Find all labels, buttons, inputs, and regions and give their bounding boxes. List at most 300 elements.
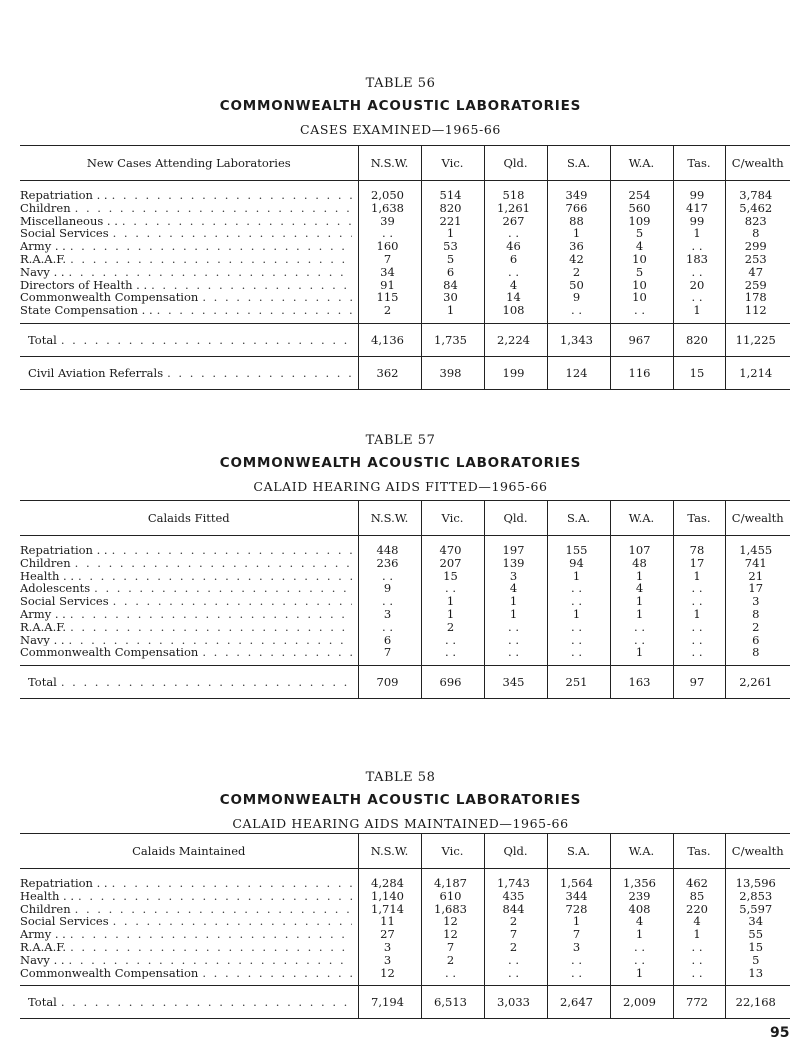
leader-dots bbox=[113, 227, 352, 240]
table-cell: . . bbox=[547, 954, 610, 967]
table-cell: 10 bbox=[610, 291, 673, 304]
column-header-state: Tas. bbox=[673, 834, 725, 869]
table-cell: 221 bbox=[421, 215, 484, 228]
row-label: R.A.A.F. bbox=[20, 940, 67, 954]
leader-dots bbox=[70, 928, 352, 941]
leader-dots bbox=[61, 334, 352, 347]
table-cell: 99 bbox=[673, 215, 725, 228]
row-label-cell bbox=[20, 890, 358, 903]
table-cell: 50 bbox=[547, 279, 610, 292]
leader-dots bbox=[202, 967, 351, 980]
table-cell: 345 bbox=[484, 666, 547, 699]
table-cell: . . bbox=[673, 967, 725, 986]
table-cell: 2,261 bbox=[725, 666, 790, 699]
table-cell: . . bbox=[673, 291, 725, 304]
table-row bbox=[20, 536, 790, 557]
table-cell: 15 bbox=[421, 570, 484, 583]
row-label-cell bbox=[20, 666, 358, 699]
row-label: R.A.A.F. bbox=[20, 620, 67, 634]
table-cell: 1 bbox=[547, 608, 610, 621]
table-cell: 88 bbox=[547, 215, 610, 228]
table-cell: 27 bbox=[358, 928, 421, 941]
table-cell: 99 bbox=[673, 181, 725, 202]
leader-dots bbox=[70, 240, 352, 253]
table-cell: 1,140 bbox=[358, 890, 421, 903]
leader-dots bbox=[75, 202, 352, 215]
table-cell: 254 bbox=[610, 181, 673, 202]
table-cell: 1 bbox=[421, 304, 484, 323]
row-label-cell bbox=[20, 869, 358, 890]
column-header-state: S.A. bbox=[547, 146, 610, 181]
leader-dots bbox=[122, 215, 352, 228]
row-label: Children bbox=[20, 902, 71, 916]
table-cell: 1 bbox=[673, 304, 725, 323]
table-cell: 2,647 bbox=[547, 986, 610, 1019]
table-row bbox=[20, 986, 790, 1019]
column-header-category: Calaids Fitted bbox=[20, 501, 358, 536]
table-cell: 34 bbox=[725, 915, 790, 928]
table-cell: . . bbox=[547, 595, 610, 608]
table-cell: . . bbox=[358, 227, 421, 240]
table-cell: 448 bbox=[358, 536, 421, 557]
table-cell: 97 bbox=[673, 666, 725, 699]
table-cell: 3,784 bbox=[725, 181, 790, 202]
table-row bbox=[20, 890, 790, 903]
table-cell: 14 bbox=[484, 291, 547, 304]
table-cell: 30 bbox=[421, 291, 484, 304]
table-cell: 4 bbox=[484, 279, 547, 292]
table-56-number: TABLE 56 bbox=[365, 76, 436, 91]
table-58-title: COMMONWEALTH ACOUSTIC LABORATORIES bbox=[219, 792, 582, 808]
table-cell: 4,187 bbox=[421, 869, 484, 890]
row-label-cell bbox=[20, 967, 358, 986]
table-cell: 94 bbox=[547, 557, 610, 570]
table-cell: 197 bbox=[484, 536, 547, 557]
table-cell: 2,009 bbox=[610, 986, 673, 1019]
row-label-cell bbox=[20, 323, 358, 356]
leader-dots bbox=[61, 676, 352, 689]
table-cell: 7,194 bbox=[358, 986, 421, 1019]
table-cell: 1 bbox=[673, 570, 725, 583]
table-row bbox=[20, 323, 790, 356]
leader-dots bbox=[112, 189, 352, 202]
row-label: Army . . bbox=[20, 240, 66, 253]
table-cell: 78 bbox=[673, 536, 725, 557]
table-cell: 6 bbox=[484, 253, 547, 266]
table-cell: 253 bbox=[725, 253, 790, 266]
table-row bbox=[20, 570, 790, 583]
table-56-title: COMMONWEALTH ACOUSTIC LABORATORIES bbox=[219, 98, 582, 114]
table-row bbox=[20, 181, 790, 202]
table-cell: 1 bbox=[673, 227, 725, 240]
table-cell: 1 bbox=[547, 227, 610, 240]
table-cell: . . bbox=[673, 595, 725, 608]
table-cell: 20 bbox=[673, 279, 725, 292]
table-cell: . . bbox=[673, 582, 725, 595]
leader-dots bbox=[113, 595, 352, 608]
table-cell: 1,714 bbox=[358, 903, 421, 916]
table-cell: 1 bbox=[484, 608, 547, 621]
row-label-cell bbox=[20, 954, 358, 967]
table-cell: . . bbox=[484, 634, 547, 647]
row-label-cell bbox=[20, 279, 358, 292]
table-cell: 21 bbox=[725, 570, 790, 583]
column-header-category: New Cases Attending Laboratories bbox=[20, 146, 358, 181]
table-cell: 48 bbox=[610, 557, 673, 570]
table-cell: 5 bbox=[610, 266, 673, 279]
table-cell: 155 bbox=[547, 536, 610, 557]
table-cell: 1,735 bbox=[421, 323, 484, 356]
row-label: Adolescents bbox=[20, 582, 91, 596]
table-cell: 408 bbox=[610, 903, 673, 916]
row-label: Repatriation . . bbox=[20, 189, 108, 202]
row-label: Army . . bbox=[20, 928, 66, 941]
table-cell: . . bbox=[358, 621, 421, 634]
table-cell: 1,343 bbox=[547, 323, 610, 356]
table-cell: 7 bbox=[484, 928, 547, 941]
table-cell: 108 bbox=[484, 304, 547, 323]
leader-dots bbox=[94, 582, 351, 595]
table-56 bbox=[20, 145, 790, 390]
table-cell: 22,168 bbox=[725, 986, 790, 1019]
table-cell: 116 bbox=[610, 356, 673, 389]
table-row bbox=[20, 227, 790, 240]
row-label: Civil Aviation Referrals bbox=[28, 366, 164, 380]
row-label: Directors of Health . . bbox=[20, 278, 148, 292]
row-label-cell bbox=[20, 240, 358, 253]
table-cell: 362 bbox=[358, 356, 421, 389]
table-row bbox=[20, 253, 790, 266]
table-cell: . . bbox=[484, 646, 547, 665]
table-cell: 3 bbox=[484, 570, 547, 583]
leader-dots bbox=[69, 266, 352, 279]
table-57-number: TABLE 57 bbox=[365, 433, 436, 448]
table-cell: 1,356 bbox=[610, 869, 673, 890]
table-cell: 518 bbox=[484, 181, 547, 202]
table-cell: . . bbox=[673, 240, 725, 253]
table-cell: 5 bbox=[725, 954, 790, 967]
table-cell: 39 bbox=[358, 215, 421, 228]
table-cell: . . bbox=[421, 967, 484, 986]
table-cell: 115 bbox=[358, 291, 421, 304]
row-label: Children bbox=[20, 556, 71, 570]
table-row bbox=[20, 941, 790, 954]
table-cell: 1 bbox=[421, 595, 484, 608]
table-cell: 1 bbox=[610, 608, 673, 621]
table-cell: . . bbox=[484, 954, 547, 967]
table-cell: 6 bbox=[725, 634, 790, 647]
column-header-state: Tas. bbox=[673, 146, 725, 181]
table-cell: . . bbox=[421, 646, 484, 665]
table-cell: 91 bbox=[358, 279, 421, 292]
table-cell: 53 bbox=[421, 240, 484, 253]
table-row bbox=[20, 608, 790, 621]
row-label-cell bbox=[20, 928, 358, 941]
table-cell: . . bbox=[421, 634, 484, 647]
table-cell: 1 bbox=[547, 915, 610, 928]
column-header-state: W.A. bbox=[610, 146, 673, 181]
table-58-subtitle: CALAID HEARING AIDS MAINTAINED—1965-66 bbox=[232, 816, 569, 831]
leader-dots bbox=[202, 646, 351, 659]
table-cell: 2 bbox=[484, 941, 547, 954]
leader-dots bbox=[70, 621, 351, 634]
table-cell: 259 bbox=[725, 279, 790, 292]
table-cell: 13,596 bbox=[725, 869, 790, 890]
table-cell: 610 bbox=[421, 890, 484, 903]
row-label: R.A.A.F. bbox=[20, 252, 67, 266]
column-header-state: C/wealth bbox=[725, 146, 790, 181]
column-header-state: Qld. bbox=[484, 146, 547, 181]
table-cell: 160 bbox=[358, 240, 421, 253]
row-label-cell bbox=[20, 608, 358, 621]
table-cell: 8 bbox=[725, 646, 790, 665]
table-cell: 139 bbox=[484, 557, 547, 570]
table-cell: . . bbox=[610, 634, 673, 647]
table-cell: 1 bbox=[421, 227, 484, 240]
leader-dots bbox=[151, 279, 351, 292]
row-label: Total bbox=[28, 995, 57, 1009]
table-row bbox=[20, 634, 790, 647]
table-cell: 728 bbox=[547, 903, 610, 916]
table-cell: 344 bbox=[547, 890, 610, 903]
leader-dots bbox=[167, 367, 351, 380]
leader-dots bbox=[69, 954, 352, 967]
header-row bbox=[20, 146, 790, 181]
table-cell: . . bbox=[358, 570, 421, 583]
column-header-state: C/wealth bbox=[725, 834, 790, 869]
leader-dots bbox=[113, 915, 352, 928]
column-header-state: Qld. bbox=[484, 501, 547, 536]
column-header-category: Calaids Maintained bbox=[20, 834, 358, 869]
table-cell: 2 bbox=[421, 621, 484, 634]
table-cell: 1 bbox=[673, 608, 725, 621]
table-cell: 299 bbox=[725, 240, 790, 253]
row-label-cell bbox=[20, 570, 358, 583]
table-cell: 1,564 bbox=[547, 869, 610, 890]
column-header-state: N.S.W. bbox=[358, 146, 421, 181]
table-56-subtitle: CASES EXAMINED—1965-66 bbox=[300, 122, 501, 137]
table-cell: . . bbox=[358, 595, 421, 608]
table-cell: . . bbox=[673, 646, 725, 665]
table-cell: . . bbox=[673, 941, 725, 954]
table-cell: 199 bbox=[484, 356, 547, 389]
table-cell: 3 bbox=[547, 941, 610, 954]
table-cell: 267 bbox=[484, 215, 547, 228]
table-cell: 1 bbox=[421, 608, 484, 621]
table-cell: 239 bbox=[610, 890, 673, 903]
table-cell: 2 bbox=[421, 954, 484, 967]
column-header-state: Qld. bbox=[484, 834, 547, 869]
row-label: Repatriation . . bbox=[20, 877, 108, 890]
row-label-cell bbox=[20, 941, 358, 954]
column-header-state: W.A. bbox=[610, 834, 673, 869]
table-cell: 3 bbox=[358, 954, 421, 967]
row-label-cell bbox=[20, 181, 358, 202]
table-cell: 42 bbox=[547, 253, 610, 266]
table-cell: 4 bbox=[610, 240, 673, 253]
table-cell: . . bbox=[610, 954, 673, 967]
row-label: Army . . bbox=[20, 607, 66, 621]
table-cell: 2 bbox=[547, 266, 610, 279]
table-cell: 7 bbox=[421, 941, 484, 954]
table-cell: 5 bbox=[610, 227, 673, 240]
row-label-cell bbox=[20, 595, 358, 608]
header-row bbox=[20, 501, 790, 536]
row-label: Children bbox=[20, 201, 71, 215]
table-cell: 15 bbox=[725, 941, 790, 954]
row-label: Navy . . bbox=[20, 953, 65, 967]
table-cell: 4,284 bbox=[358, 869, 421, 890]
table-row bbox=[20, 557, 790, 570]
table-row bbox=[20, 304, 790, 323]
table-cell: . . bbox=[547, 646, 610, 665]
table-58-number: TABLE 58 bbox=[365, 770, 436, 785]
table-57-subtitle: CALAID HEARING AIDS FITTED—1965-66 bbox=[253, 479, 548, 494]
row-label-cell bbox=[20, 986, 358, 1019]
table-cell: 741 bbox=[725, 557, 790, 570]
table-row bbox=[20, 595, 790, 608]
table-cell: . . bbox=[610, 941, 673, 954]
table-row bbox=[20, 202, 790, 215]
leader-dots bbox=[202, 291, 351, 304]
table-57 bbox=[20, 500, 790, 699]
table-cell: 766 bbox=[547, 202, 610, 215]
table-cell: 236 bbox=[358, 557, 421, 570]
table-cell: 15 bbox=[673, 356, 725, 389]
table-row bbox=[20, 279, 790, 292]
table-cell: 4 bbox=[610, 582, 673, 595]
table-cell: 2,853 bbox=[725, 890, 790, 903]
table-cell: . . bbox=[673, 634, 725, 647]
table-cell: 207 bbox=[421, 557, 484, 570]
table-cell: 8 bbox=[725, 608, 790, 621]
table-cell: 4 bbox=[610, 915, 673, 928]
row-label-cell bbox=[20, 634, 358, 647]
row-label: Health . . bbox=[20, 569, 75, 583]
table-cell: 10 bbox=[610, 253, 673, 266]
row-label: Health . . bbox=[20, 889, 75, 903]
table-cell: . . bbox=[547, 634, 610, 647]
table-cell: 7 bbox=[358, 253, 421, 266]
table-cell: 3 bbox=[358, 941, 421, 954]
table-row bbox=[20, 915, 790, 928]
table-cell: 178 bbox=[725, 291, 790, 304]
table-row bbox=[20, 954, 790, 967]
row-label-cell bbox=[20, 291, 358, 304]
table-cell: 2 bbox=[358, 304, 421, 323]
table-cell: 435 bbox=[484, 890, 547, 903]
table-cell: 109 bbox=[610, 215, 673, 228]
table-cell: 34 bbox=[358, 266, 421, 279]
column-header-state: Vic. bbox=[421, 834, 484, 869]
row-label: Miscellaneous . . bbox=[20, 214, 118, 228]
table-cell: 47 bbox=[725, 266, 790, 279]
table-cell: 823 bbox=[725, 215, 790, 228]
row-label-cell bbox=[20, 903, 358, 916]
table-cell: 1,261 bbox=[484, 202, 547, 215]
table-cell: . . bbox=[547, 582, 610, 595]
table-cell: 3 bbox=[725, 595, 790, 608]
table-cell: 1,455 bbox=[725, 536, 790, 557]
table-cell: 6,513 bbox=[421, 986, 484, 1019]
table-cell: 4 bbox=[484, 582, 547, 595]
table-cell: . . bbox=[484, 266, 547, 279]
row-label: State Compensation . . bbox=[20, 304, 153, 317]
row-label: Commonwealth Compensation bbox=[20, 291, 199, 305]
table-cell: 124 bbox=[547, 356, 610, 389]
table-cell: 163 bbox=[610, 666, 673, 699]
table-cell: 3 bbox=[358, 608, 421, 621]
table-cell: 11 bbox=[358, 915, 421, 928]
table-cell: 8 bbox=[725, 227, 790, 240]
table-cell: 967 bbox=[610, 323, 673, 356]
table-row bbox=[20, 291, 790, 304]
row-label-cell bbox=[20, 621, 358, 634]
table-cell: 1,638 bbox=[358, 202, 421, 215]
table-cell: 112 bbox=[725, 304, 790, 323]
table-cell: . . bbox=[673, 954, 725, 967]
table-cell: 36 bbox=[547, 240, 610, 253]
table-cell: 251 bbox=[547, 666, 610, 699]
table-cell: 1,683 bbox=[421, 903, 484, 916]
table-cell: 1,214 bbox=[725, 356, 790, 389]
table-cell: 5,462 bbox=[725, 202, 790, 215]
row-label: Social Services bbox=[20, 595, 109, 608]
table-row bbox=[20, 928, 790, 941]
table-cell: 85 bbox=[673, 890, 725, 903]
table-cell: . . bbox=[610, 304, 673, 323]
table-cell: 844 bbox=[484, 903, 547, 916]
table-cell: 1 bbox=[547, 570, 610, 583]
table-cell: 1 bbox=[673, 928, 725, 941]
table-cell: . . bbox=[484, 967, 547, 986]
row-label-cell bbox=[20, 227, 358, 240]
table-row bbox=[20, 356, 790, 389]
table-cell: 1 bbox=[610, 646, 673, 665]
leader-dots bbox=[69, 634, 352, 647]
column-header-state: N.S.W. bbox=[358, 501, 421, 536]
table-row bbox=[20, 215, 790, 228]
table-cell: 4,136 bbox=[358, 323, 421, 356]
table-cell: 820 bbox=[673, 323, 725, 356]
column-header-state: Vic. bbox=[421, 501, 484, 536]
row-label: Commonwealth Compensation bbox=[20, 966, 199, 980]
table-57-title: COMMONWEALTH ACOUSTIC LABORATORIES bbox=[219, 455, 582, 471]
row-label-cell bbox=[20, 304, 358, 323]
table-cell: 1,743 bbox=[484, 869, 547, 890]
leader-dots bbox=[75, 903, 352, 916]
column-header-state: Tas. bbox=[673, 501, 725, 536]
table-cell: 5,597 bbox=[725, 903, 790, 916]
table-row bbox=[20, 240, 790, 253]
page-number: 95 bbox=[770, 1025, 790, 1041]
table-cell: 7 bbox=[358, 646, 421, 665]
column-header-state: Vic. bbox=[421, 146, 484, 181]
leader-dots bbox=[78, 570, 351, 583]
leader-dots bbox=[70, 608, 352, 621]
column-header-state: C/wealth bbox=[725, 501, 790, 536]
table-cell: 349 bbox=[547, 181, 610, 202]
row-label: Navy . . bbox=[20, 633, 65, 647]
table-cell: 1 bbox=[610, 967, 673, 986]
table-cell: 12 bbox=[421, 928, 484, 941]
leader-dots bbox=[70, 253, 351, 266]
header-row bbox=[20, 834, 790, 869]
table-cell: 6 bbox=[358, 634, 421, 647]
table-cell: 2 bbox=[484, 915, 547, 928]
leader-dots bbox=[157, 304, 352, 317]
row-label: Repatriation . . bbox=[20, 544, 108, 557]
